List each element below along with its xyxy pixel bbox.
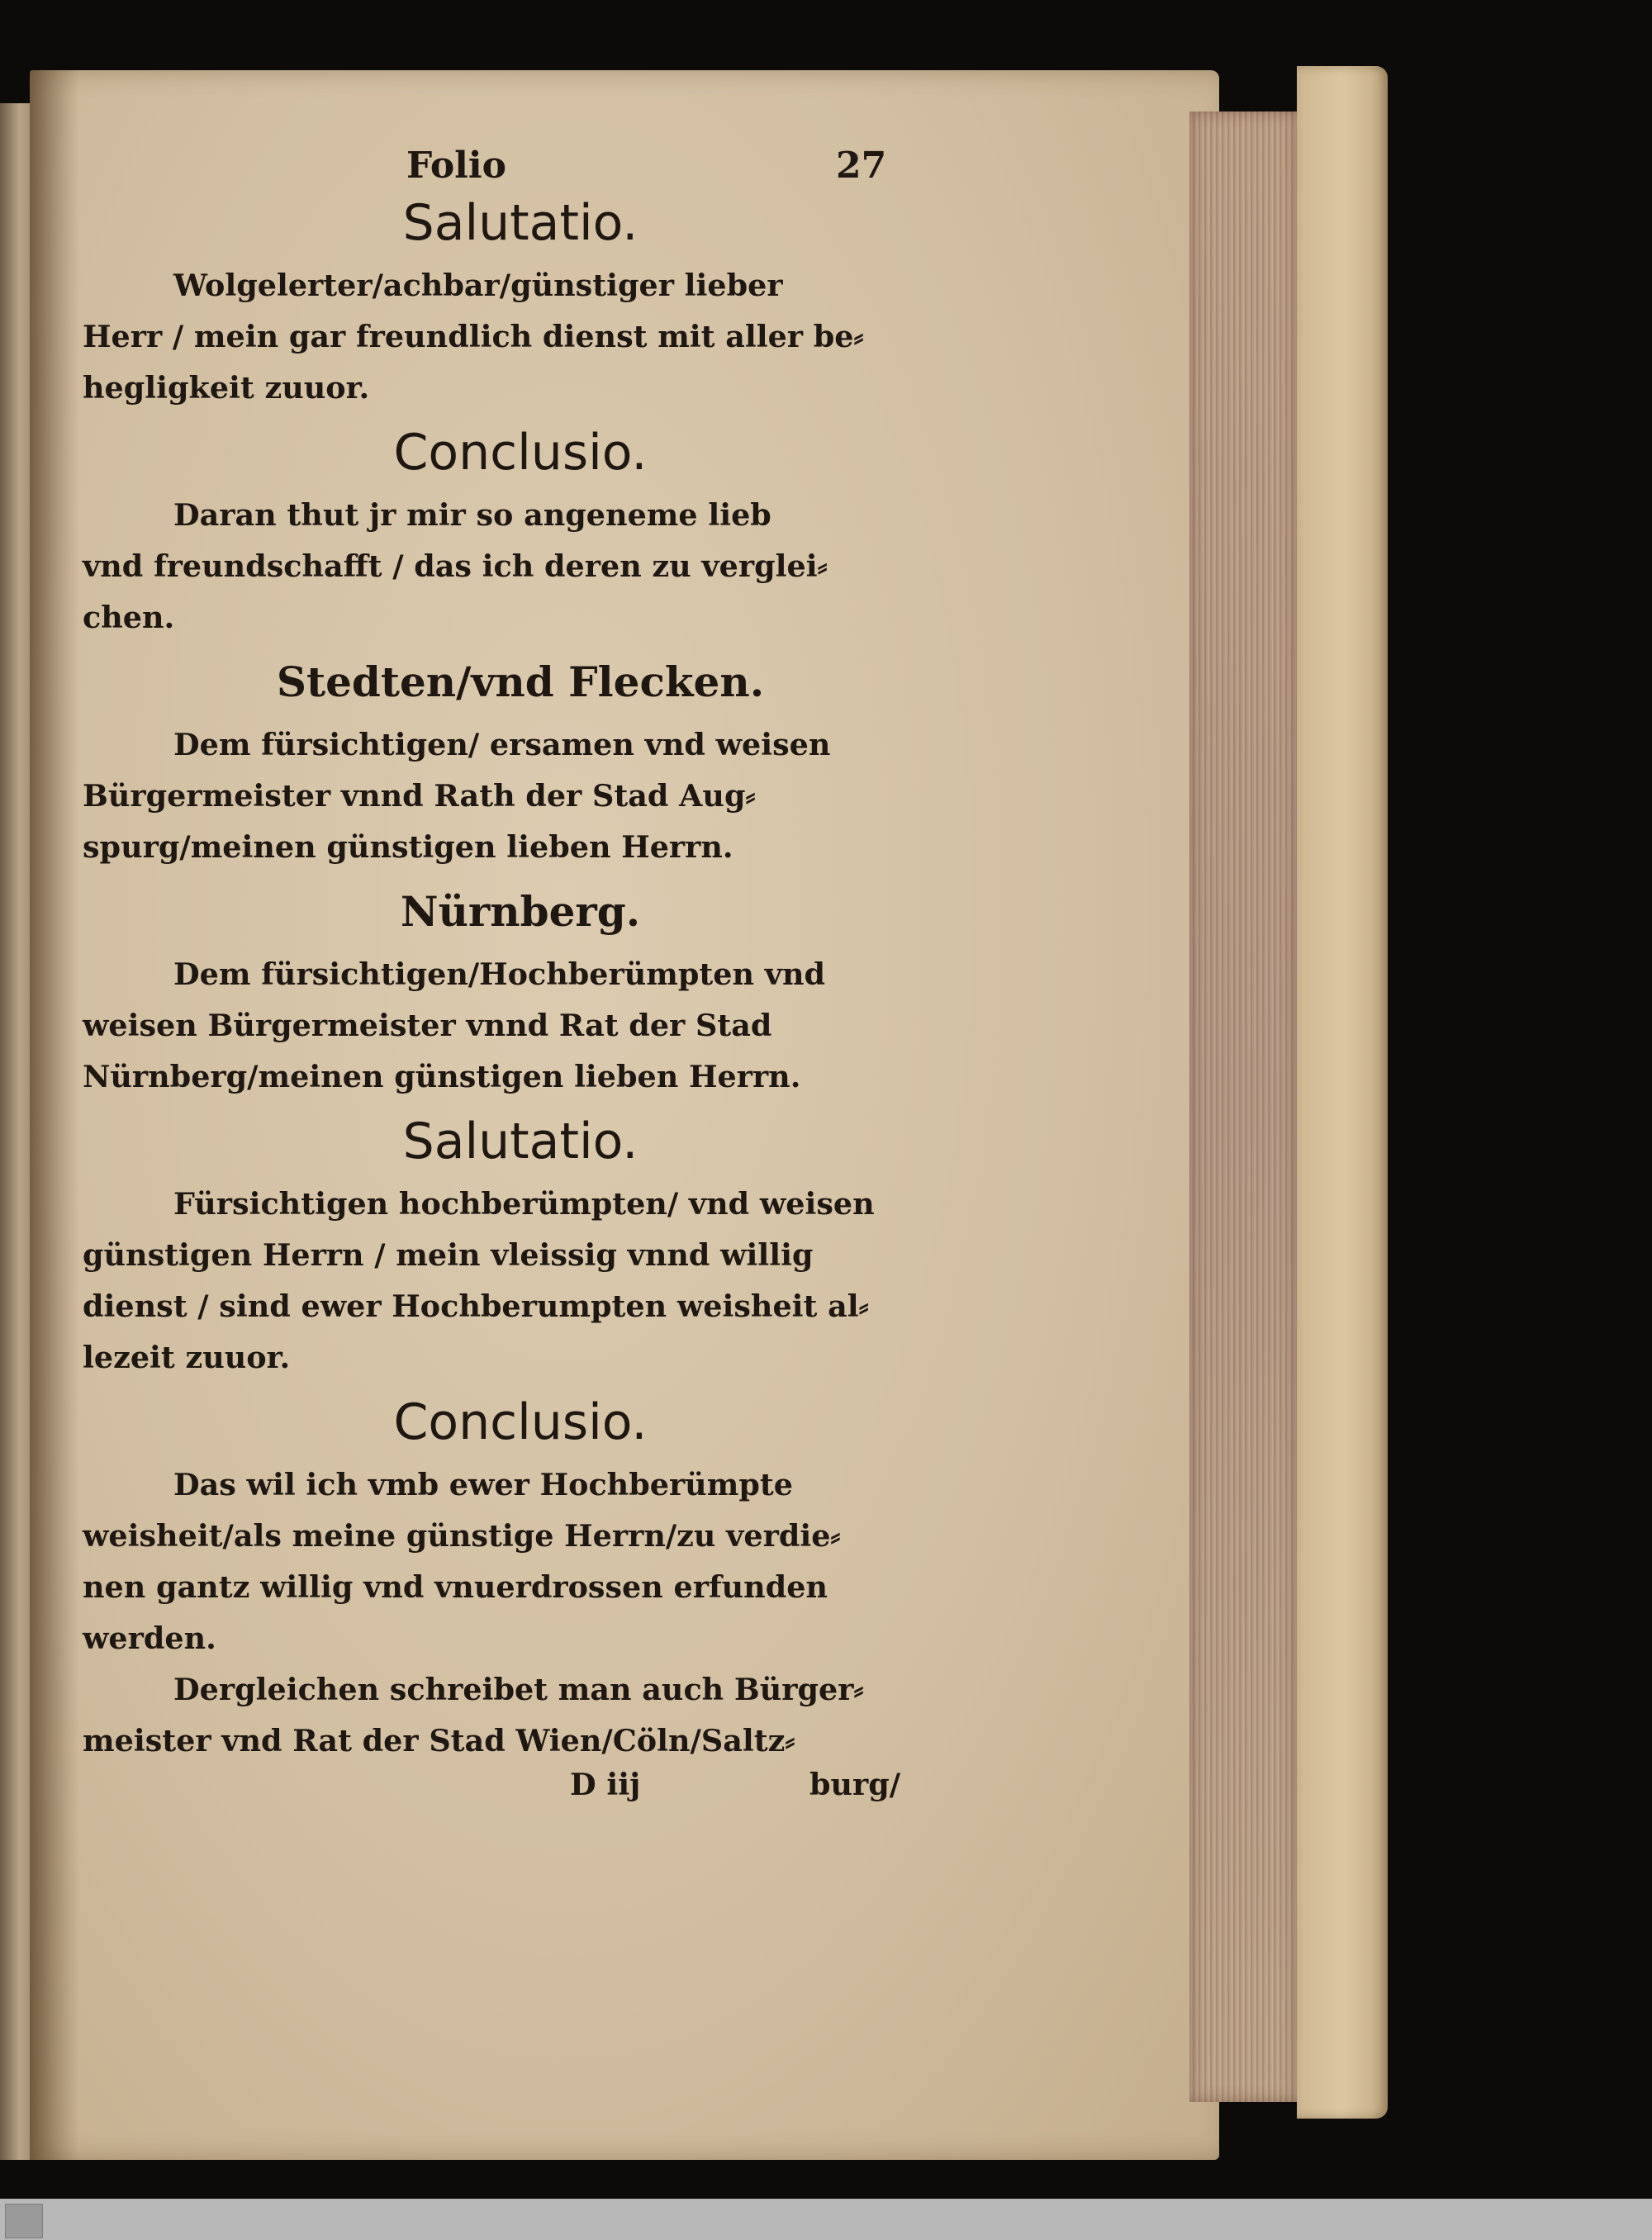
section-text <box>83 719 958 873</box>
binding-board <box>1297 66 1388 2119</box>
folio-label: Folio <box>406 145 506 187</box>
section-title: Salutatio. <box>402 1113 638 1170</box>
viewer-footer-bar <box>0 2199 1652 2240</box>
text-line: vnd freundschafft / das ich deren zu verglei⸗ <box>83 548 828 584</box>
text-line: Fürsichtigen hochberümpten/ vnd weisen <box>173 1186 875 1222</box>
text-line: Dem fürsichtigen/Hochberümpten vnd <box>173 956 826 992</box>
text-line: Das wil ich vmb ewer Hochberümpte <box>173 1467 793 1502</box>
closing-text <box>83 1664 958 1767</box>
text-line: Dem fürsichtigen/ ersamen vnd weisen <box>173 727 831 762</box>
text-line: dienst / sind ewer Hochberumpten weisheit al⸗ <box>83 1288 869 1324</box>
page-gutter-shadow <box>30 70 79 2160</box>
text-line: nen gantz willig vnd vnuerdrossen erfunden <box>83 1569 828 1605</box>
folio-number: 27 <box>836 145 887 187</box>
section-text <box>83 260 958 414</box>
section-text <box>83 490 958 643</box>
section-text <box>83 949 958 1103</box>
section-text <box>83 1459 958 1664</box>
text-line: weisheit/als meine günstige Herrn/zu verdie⸗ <box>83 1518 841 1554</box>
text-line: spurg/meinen günstigen lieben Herrn. <box>83 829 733 865</box>
text-line: Wolgelerter/achbar/günstiger lieber <box>173 268 783 303</box>
text-line: werden. <box>83 1621 216 1656</box>
section-title: Conclusio. <box>393 1393 648 1451</box>
text-line: Herr / mein gar freundlich dienst mit aller be⸗ <box>83 319 864 354</box>
text-line: günstigen Herrn / mein vleissig vnnd willig <box>83 1237 814 1273</box>
section-text <box>83 1179 958 1383</box>
text-line: Nürnberg/meinen günstigen lieben Herrn. <box>83 1059 801 1094</box>
library-logo-icon <box>5 2204 43 2238</box>
signature-mark: D iij <box>570 1767 641 1802</box>
catchword: burg/ <box>809 1767 901 1802</box>
fore-edge-tint <box>1189 112 1297 2102</box>
page-footer-line <box>83 1767 958 1818</box>
text-line: hegligkeit zuuor. <box>83 370 370 406</box>
text-line: chen. <box>83 600 175 635</box>
section-title: Stedten/vnd Flecken. <box>276 657 765 706</box>
running-header <box>83 145 958 187</box>
facing-page-edge <box>0 103 33 2160</box>
section-title: Conclusio. <box>393 424 648 482</box>
text-line: Daran thut jr mir so angeneme lieb <box>173 497 771 533</box>
text-line: meister vnd Rat der Stad Wien/Cöln/Saltz⸗ <box>83 1723 795 1758</box>
text-line: lezeit zuuor. <box>83 1340 291 1375</box>
section-title: Salutatio. <box>402 194 638 252</box>
text-line: Dergleichen schreibet man auch Bürger⸗ <box>173 1672 864 1707</box>
text-line: weisen Bürgermeister vnnd Rat der Stad <box>83 1008 772 1043</box>
section-title: Nürnberg. <box>400 887 641 936</box>
text-block <box>83 145 958 1818</box>
text-line: Bürgermeister vnnd Rath der Stad Aug⸗ <box>83 778 756 814</box>
